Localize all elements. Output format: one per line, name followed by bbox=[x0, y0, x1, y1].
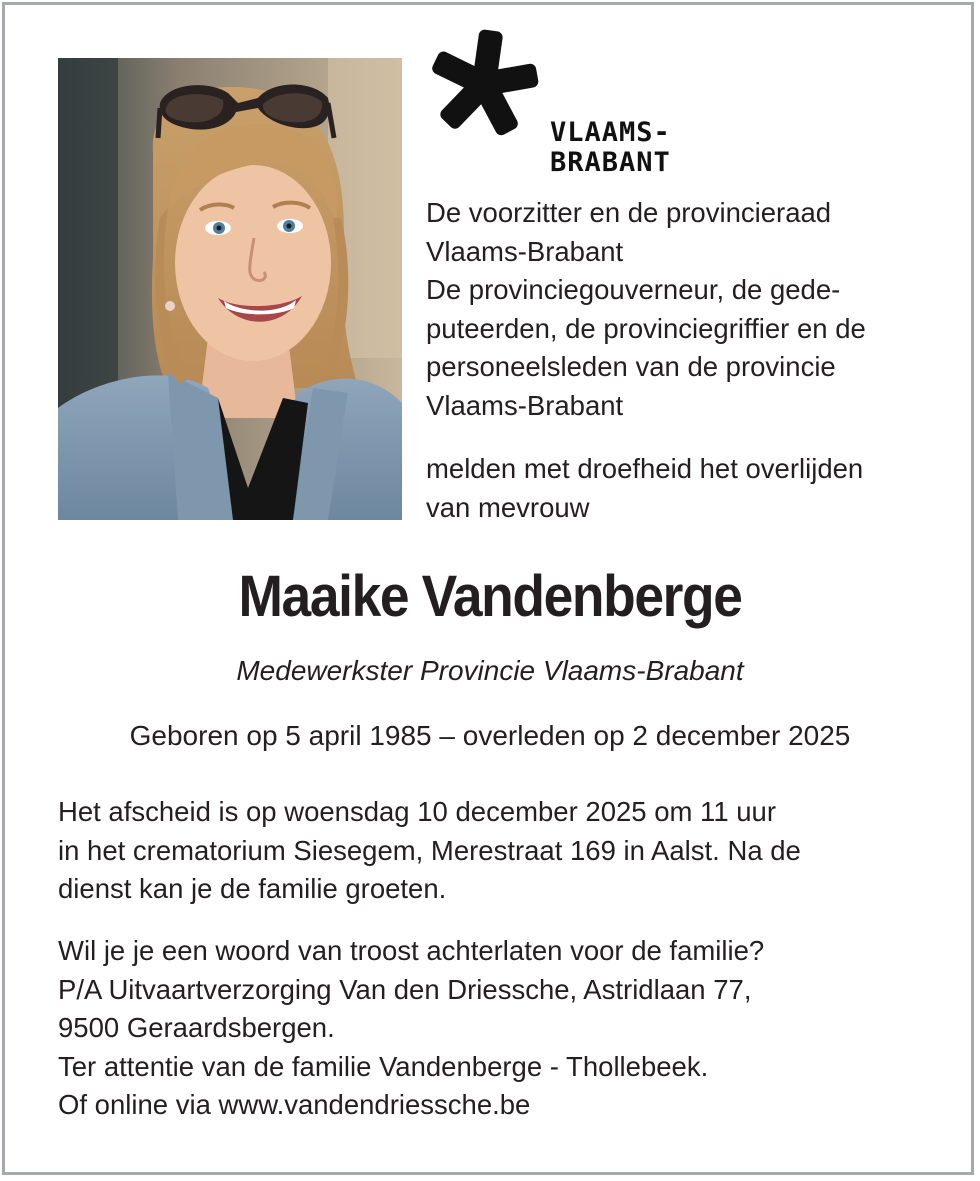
farewell-line: in het crematorium Siesegem, Merestraat 169 in Aalst. Na de bbox=[58, 834, 801, 866]
portrait-illustration bbox=[58, 58, 402, 520]
farewell-line: dienst kan je de familie groeten. bbox=[58, 873, 447, 904]
announcement-line: puteerden, de provinciegriffier en de bbox=[426, 312, 866, 344]
announcement-line: Vlaams-Brabant bbox=[426, 235, 624, 267]
announcement-line: van mevrouw bbox=[426, 491, 590, 523]
condolence-line: Of online via www.vandendriessche.be bbox=[58, 1089, 531, 1120]
asterisk-logo-icon bbox=[428, 28, 540, 140]
logo-wordmark-line-2: BRABANT bbox=[550, 147, 671, 178]
farewell-line: Het afscheid is op woensdag 10 december 2025 om 11 uur bbox=[58, 796, 776, 827]
announcement-line: De provinciegouverneur, de gede- bbox=[426, 274, 841, 305]
condolence-line: Wil je je een woord van troost achterlaten voor de familie? bbox=[58, 935, 765, 966]
condolence-details bbox=[58, 932, 938, 1125]
condolence-line: Ter attentie van de familie Vandenberge - Thollebeek. bbox=[58, 1050, 709, 1082]
logo-wordmark-line-1: VLAAMS- bbox=[550, 117, 671, 148]
birth-death-dates: Geboren op 5 april 1985 – overleden op 2 december 2025 bbox=[129, 720, 851, 751]
farewell-details bbox=[58, 793, 938, 909]
portrait-photo bbox=[58, 58, 402, 520]
announcement-line: melden met droefheid het overlijden bbox=[426, 453, 864, 484]
deceased-role: Medewerkster Provincie Vlaams-Brabant bbox=[236, 655, 744, 686]
condolence-line: P/A Uitvaartverzorging Van den Driessche, Astridlaan 77, bbox=[58, 973, 752, 1005]
announcement-line: personeelsleden van de provincie bbox=[426, 351, 836, 382]
announcement-line: Vlaams-Brabant bbox=[426, 389, 624, 421]
announcement-line: De voorzitter en de provincieraad bbox=[426, 197, 832, 228]
announcement bbox=[426, 194, 946, 527]
logo-wordmark bbox=[550, 118, 671, 178]
deceased-name: Maaike Vandenberge bbox=[238, 564, 742, 629]
provincie-logo bbox=[428, 28, 688, 188]
condolence-line: 9500 Geraardsbergen. bbox=[58, 1012, 335, 1043]
